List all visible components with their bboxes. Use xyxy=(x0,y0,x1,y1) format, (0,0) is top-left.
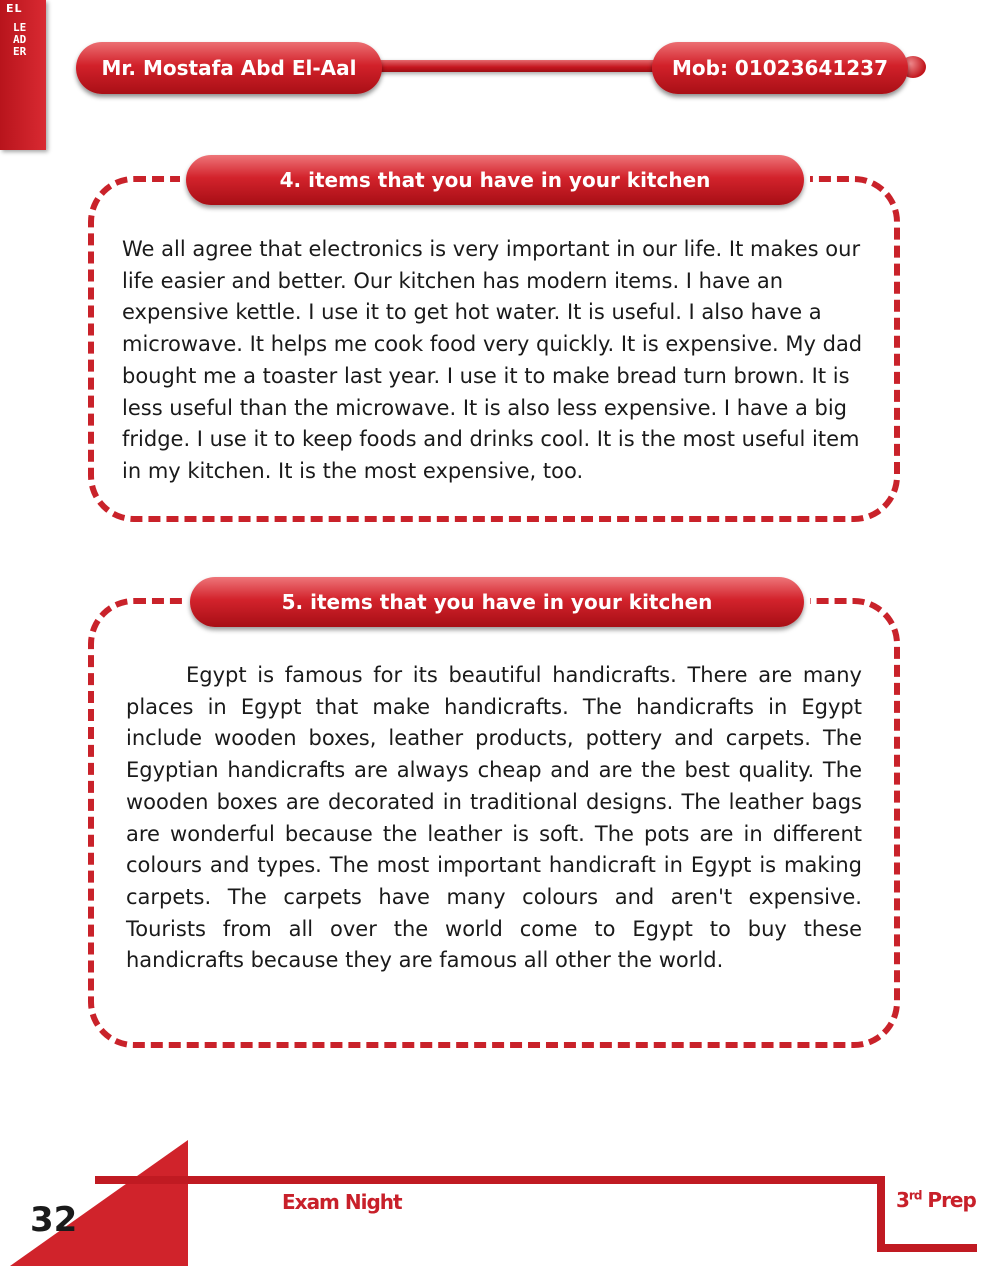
mobile-number: Mob: 01023641237 xyxy=(652,42,908,94)
grade-suffix: rd xyxy=(908,1188,922,1203)
brand-strip xyxy=(0,0,46,150)
page-number: 32 xyxy=(30,1200,78,1240)
footer-rule xyxy=(95,1176,885,1184)
teacher-name: Mr. Mostafa Abd El-Aal xyxy=(76,42,382,94)
footer-rule-base xyxy=(877,1244,977,1252)
grade-label xyxy=(896,1188,976,1212)
section-title-5: 5. items that you have in your kitchen xyxy=(190,577,804,627)
book-title: Exam Night xyxy=(282,1190,402,1214)
paragraph-5: Egypt is famous for its beautiful handicrafts. There are many places in Egypt that make handicrafts. The handicrafts in Egypt include wooden boxes, leather products, pottery and carpets. The Egyptian handicrafts are always cheap and are the best quality. The wooden boxes are decorated in traditional designs. The leather bags are wonderful because the leather is soft. The pots are in different colours and types. The most important handicraft in Egypt is making carpets. The carpets have many colours and aren't expensive. Tourists from all over the world come to Egypt to buy these handicrafts because they are famous all other the world. xyxy=(126,663,862,973)
paragraph-4: We all agree that electronics is very important in our life. It makes our life easier and better. Our kitchen has modern items. I have an expensive kettle. I use it to get hot water. It is useful. I also have a microwave. It helps me cook food very quickly. It is expensive. My dad bought me a toaster last year. I use it to make bread turn brown. It is less useful than the microwave. It is also less expensive. I have a big fridge. I use it to keep foods and drinks cool. It is the most useful item in my kitchen. It is the most expensive, too. xyxy=(122,237,863,483)
grade-number: 3 xyxy=(896,1188,909,1212)
brand-prefix: EL xyxy=(6,2,23,15)
footer-rule-vertical xyxy=(877,1176,885,1252)
grade-word: Prep xyxy=(927,1188,976,1212)
brand-vertical-text: LEADER xyxy=(13,21,27,58)
section-title-4: 4. items that you have in your kitchen xyxy=(186,155,804,205)
